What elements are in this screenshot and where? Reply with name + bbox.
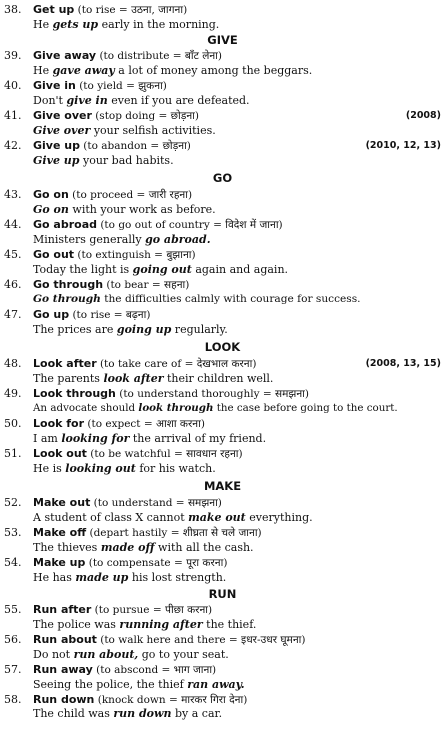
section-heading-go: GO <box>212 171 233 185</box>
phrase: Look through <box>33 387 116 400</box>
example-text: the case before going to the court. <box>213 402 398 414</box>
phrase-meaning: (to understand = समझना) <box>90 497 222 509</box>
entry-number: 47. <box>4 308 22 321</box>
example-line <box>0 647 445 662</box>
phrase-meaning: (to distribute = बाँट लेना) <box>96 50 222 62</box>
phrase: Give away <box>33 49 97 62</box>
example-phrase: made off <box>100 541 155 554</box>
example-phrase: looking out <box>65 462 136 475</box>
example-phrase: ran away. <box>187 678 245 691</box>
phrase: Go abroad <box>33 218 97 231</box>
example-text: He is <box>33 462 66 475</box>
entry-line <box>0 692 445 707</box>
phrase: Look for <box>33 417 85 430</box>
phrase: Run about <box>33 633 97 646</box>
section-heading-give: GIVE <box>207 33 238 47</box>
example-text: the difficulties calmly with courage for success. <box>100 293 361 305</box>
entry-number: 42. <box>4 139 22 152</box>
example-phrase: give in <box>66 94 108 107</box>
phrase-meaning: (stop doing = छोड़ना) <box>91 110 199 122</box>
example-text: by a car. <box>171 707 223 720</box>
phrase-meaning: (to abscond = भाग जाना) <box>92 664 217 676</box>
example-phrase: go abroad. <box>145 233 211 246</box>
example-phrase: going up <box>116 323 172 336</box>
example-line <box>0 431 445 446</box>
phrase-meaning: (to rise = उठना, जागना) <box>74 4 188 16</box>
example-phrase: Give up <box>33 154 80 167</box>
example-line <box>0 17 445 32</box>
example-phrase: look through <box>138 402 214 414</box>
example-text: A student of class X cannot <box>33 511 189 524</box>
entry-number: 38. <box>4 3 22 16</box>
entry-line <box>0 277 445 292</box>
phrase-meaning: (to rise = बढ़ना) <box>69 309 151 321</box>
entry-number: 50. <box>4 417 22 430</box>
entry-line <box>0 416 445 431</box>
phrase-meaning: (to pursue = पीछा करना) <box>91 604 213 616</box>
example-line <box>0 677 445 692</box>
example-line <box>0 262 445 277</box>
example-text: An advocate should <box>33 402 139 414</box>
entry-line <box>0 48 445 63</box>
exam-year: (2008, 13, 15) <box>365 358 441 369</box>
exam-year: (2008) <box>405 110 441 121</box>
phrase: Run after <box>33 603 92 616</box>
example-text: Today the light is <box>33 263 133 276</box>
example-text: The thieves <box>33 541 101 554</box>
phrase: Give in <box>33 79 76 92</box>
example-text: He <box>33 18 53 31</box>
phrase: Make up <box>33 556 86 569</box>
entry-number: 48. <box>4 357 22 370</box>
entry-number: 55. <box>4 603 22 616</box>
example-line <box>0 123 445 138</box>
entry-line <box>0 662 445 677</box>
section-heading-look: LOOK <box>204 340 241 354</box>
phrase-meaning: (to be watchful = सावधान रहना) <box>86 448 243 460</box>
example-phrase: run down <box>113 707 172 720</box>
entry-line <box>0 632 445 647</box>
example-text: Don't <box>33 94 67 107</box>
entry-line <box>0 356 445 371</box>
example-text: again and again. <box>191 263 289 276</box>
example-text: The police was <box>33 618 120 631</box>
example-text: The child was <box>33 707 114 720</box>
phrase: Go up <box>33 308 70 321</box>
phrase: Go on <box>33 188 69 201</box>
example-text: Do not <box>33 648 74 661</box>
entry-line <box>0 108 445 123</box>
section-heading-make: MAKE <box>203 479 242 493</box>
example-phrase: looking for <box>61 432 130 445</box>
entry-number: 54. <box>4 556 22 569</box>
example-phrase: made up <box>75 571 129 584</box>
entry-number: 40. <box>4 79 22 92</box>
example-text: for his watch. <box>135 462 216 475</box>
entry-number: 45. <box>4 248 22 261</box>
entry-line <box>0 602 445 617</box>
entry-number: 57. <box>4 663 22 676</box>
entry-number: 43. <box>4 188 22 201</box>
entry-line <box>0 217 445 232</box>
phrase-meaning: (to take care of = देखभाल करना) <box>96 358 257 370</box>
entry-line <box>0 386 445 401</box>
phrase-meaning: (to understand thoroughly = समझना) <box>115 388 309 400</box>
example-line <box>0 706 445 721</box>
entry-number: 41. <box>4 109 22 122</box>
example-line <box>0 202 445 217</box>
example-text: with all the cash. <box>154 541 254 554</box>
example-phrase: look after <box>103 372 164 385</box>
phrase-meaning: (to proceed = जारी रहना) <box>68 189 193 201</box>
entry-line <box>0 2 445 17</box>
phrase-meaning: (to compensate = पूरा करना) <box>85 557 228 569</box>
phrase: Give up <box>33 139 80 152</box>
entry-line <box>0 555 445 570</box>
entry-number: 53. <box>4 526 22 539</box>
example-text: go to your seat. <box>138 648 229 661</box>
phrase: Make out <box>33 496 91 509</box>
entry-line <box>0 446 445 461</box>
example-text: even if you are defeated. <box>107 94 250 107</box>
entry-number: 44. <box>4 218 22 231</box>
phrase: Go through <box>33 278 104 291</box>
entry-number: 49. <box>4 387 22 400</box>
entry-line <box>0 307 445 322</box>
example-text: with your work as before. <box>68 203 216 216</box>
example-line <box>0 232 445 247</box>
phrase-meaning: (knock down = मारकर गिरा देना) <box>94 694 248 706</box>
example-line <box>0 510 445 525</box>
example-line <box>0 401 445 416</box>
example-text: the thief. <box>202 618 257 631</box>
example-line <box>0 570 445 585</box>
example-text: I am <box>33 432 62 445</box>
example-text: Seeing the police, the thief <box>33 678 188 691</box>
phrase-meaning: (to walk here and there = इधर-उधर घूमना) <box>96 634 306 646</box>
phrase-meaning: (to expect = आशा करना) <box>84 418 205 430</box>
example-phrase: Go through <box>33 293 101 305</box>
example-text: everything. <box>245 511 313 524</box>
phrase: Look after <box>33 357 97 370</box>
example-line <box>0 461 445 476</box>
example-text: The prices are <box>33 323 117 336</box>
example-phrase: going out <box>132 263 192 276</box>
entry-line <box>0 525 445 540</box>
example-text: regularly. <box>171 323 228 336</box>
example-line <box>0 153 445 168</box>
example-text: He has <box>33 571 76 584</box>
phrase: Run down <box>33 693 95 706</box>
example-text: their children well. <box>163 372 274 385</box>
phrase: Run away <box>33 663 93 676</box>
example-phrase: gave away <box>52 64 115 77</box>
entry-line <box>0 495 445 510</box>
example-text: early in the morning. <box>98 18 220 31</box>
entry-number: 51. <box>4 447 22 460</box>
example-line <box>0 371 445 386</box>
example-line <box>0 617 445 632</box>
phrase: Give over <box>33 109 92 122</box>
entry-line <box>0 78 445 93</box>
entry-number: 46. <box>4 278 22 291</box>
exam-year: (2010, 12, 13) <box>365 140 441 151</box>
example-line <box>0 93 445 108</box>
entry-line <box>0 138 445 153</box>
example-text: your selfish activities. <box>90 124 216 137</box>
example-phrase: Give over <box>33 124 91 137</box>
example-text: He <box>33 64 53 77</box>
phrase-meaning: (depart hastily = शीघ्रता से चले जाना) <box>86 527 262 539</box>
example-phrase: Go on <box>33 203 69 216</box>
example-text: the arrival of my friend. <box>129 432 267 445</box>
example-phrase: running after <box>119 618 203 631</box>
example-line <box>0 63 445 78</box>
phrase-meaning: (to bear = सहना) <box>103 279 190 291</box>
section-heading-run: RUN <box>208 587 237 601</box>
example-phrase: make out <box>188 511 246 524</box>
example-text: The parents <box>33 372 104 385</box>
phrase-meaning: (to abandon = छोड़ना) <box>79 140 191 152</box>
entry-number: 39. <box>4 49 22 62</box>
entry-number: 52. <box>4 496 22 509</box>
example-line <box>0 540 445 555</box>
phrase-meaning: (to yield = झुकना) <box>75 80 167 92</box>
phrase-meaning: (to extinguish = बुझाना) <box>74 249 196 261</box>
example-text: Ministers generally <box>33 233 146 246</box>
phrase: Make off <box>33 526 87 539</box>
example-line <box>0 292 445 307</box>
entry-number: 56. <box>4 633 22 646</box>
example-phrase: gets up <box>52 18 99 31</box>
example-line <box>0 322 445 337</box>
phrase: Look out <box>33 447 87 460</box>
example-text: a lot of money among the beggars. <box>114 64 313 77</box>
entry-line <box>0 187 445 202</box>
example-text: your bad habits. <box>79 154 174 167</box>
entry-line <box>0 247 445 262</box>
example-phrase: run about, <box>73 648 139 661</box>
phrase: Get up <box>33 3 75 16</box>
phrase: Go out <box>33 248 75 261</box>
phrase-meaning: (to go out of country = विदेश में जाना) <box>97 219 283 231</box>
example-text: his lost strength. <box>128 571 227 584</box>
entry-number: 58. <box>4 693 22 706</box>
